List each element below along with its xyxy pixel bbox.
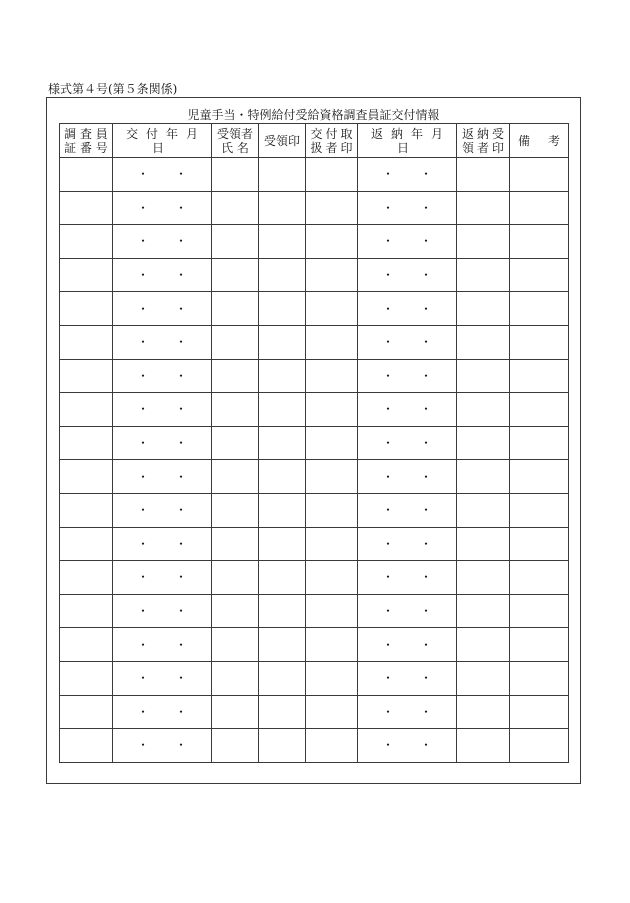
date-separators — [137, 167, 187, 181]
cell-remarks[interactable] — [510, 225, 569, 259]
date-separator: ・ — [175, 368, 188, 383]
cell-return-date[interactable] — [358, 493, 457, 527]
date-separators — [137, 369, 187, 383]
date-separators — [137, 738, 187, 752]
cell-return-seal[interactable] — [457, 225, 510, 259]
cell-return-date[interactable] — [358, 527, 457, 561]
table-row — [60, 527, 569, 561]
date-separators — [137, 638, 187, 652]
cell-issue-date[interactable] — [113, 191, 212, 225]
cell-issue-date[interactable] — [113, 225, 212, 259]
cell-issuer-seal[interactable] — [306, 729, 358, 763]
cell-id-number[interactable] — [60, 695, 113, 729]
cell-return-seal[interactable] — [457, 258, 510, 292]
date-separator: ・ — [175, 704, 188, 719]
header-remarks — [510, 124, 569, 158]
cell-remarks[interactable] — [510, 695, 569, 729]
cell-id-number[interactable] — [60, 527, 113, 561]
cell-recipient-name[interactable] — [212, 661, 259, 695]
date-separators — [382, 738, 432, 752]
cell-return-seal[interactable] — [457, 493, 510, 527]
cell-issue-date[interactable] — [113, 527, 212, 561]
date-separator: ・ — [175, 503, 188, 518]
date-separator: ・ — [381, 469, 394, 484]
table-row — [60, 359, 569, 393]
cell-recipient-name[interactable] — [212, 359, 259, 393]
date-separator: ・ — [381, 402, 394, 417]
cell-remarks[interactable] — [510, 628, 569, 662]
cell-id-number[interactable] — [60, 158, 113, 192]
cell-return-date[interactable] — [358, 594, 457, 628]
date-separator: ・ — [175, 738, 188, 753]
date-separator: ・ — [136, 200, 149, 215]
date-separator: ・ — [136, 167, 149, 182]
cell-remarks[interactable] — [510, 561, 569, 595]
cell-remarks[interactable] — [510, 191, 569, 225]
date-separator: ・ — [420, 570, 433, 585]
date-separator: ・ — [136, 637, 149, 652]
date-separator: ・ — [136, 335, 149, 350]
cell-remarks[interactable] — [510, 527, 569, 561]
header-remarks-char1: 備 — [518, 133, 531, 148]
table-row — [60, 158, 569, 192]
header-receipt-seal-text: 受領印 — [263, 133, 300, 148]
cell-return-seal[interactable] — [457, 426, 510, 460]
cell-return-seal[interactable] — [457, 460, 510, 494]
cell-receipt-seal[interactable] — [259, 158, 306, 192]
cell-id-number[interactable] — [60, 426, 113, 460]
cell-return-seal[interactable] — [457, 561, 510, 595]
cell-issue-date[interactable] — [113, 661, 212, 695]
cell-receipt-seal[interactable] — [259, 292, 306, 326]
date-separator: ・ — [381, 301, 394, 316]
table-row — [60, 695, 569, 729]
date-separator: ・ — [381, 637, 394, 652]
date-separators — [382, 335, 432, 349]
cell-id-number[interactable] — [60, 729, 113, 763]
date-separator: ・ — [175, 604, 188, 619]
date-separator: ・ — [420, 671, 433, 686]
date-separator: ・ — [175, 200, 188, 215]
cell-issue-date[interactable] — [113, 460, 212, 494]
table-row — [60, 493, 569, 527]
cell-issuer-seal[interactable] — [306, 393, 358, 427]
date-separator: ・ — [175, 402, 188, 417]
date-separator: ・ — [136, 436, 149, 451]
table-row — [60, 292, 569, 326]
cell-return-seal[interactable] — [457, 158, 510, 192]
cell-receipt-seal[interactable] — [259, 325, 306, 359]
date-separator: ・ — [381, 503, 394, 518]
date-separators — [137, 201, 187, 215]
header-issuer-seal-line1: 交付取 — [310, 126, 356, 141]
cell-return-seal[interactable] — [457, 695, 510, 729]
date-separators — [382, 268, 432, 282]
date-separator: ・ — [175, 268, 188, 283]
cell-receipt-seal[interactable] — [259, 493, 306, 527]
cell-receipt-seal[interactable] — [259, 561, 306, 595]
date-separator: ・ — [420, 200, 433, 215]
date-separator: ・ — [420, 469, 433, 484]
table-row — [60, 325, 569, 359]
date-separators — [382, 570, 432, 584]
cell-return-seal[interactable] — [457, 292, 510, 326]
date-separator: ・ — [136, 368, 149, 383]
date-separator: ・ — [381, 234, 394, 249]
date-separators — [382, 234, 432, 248]
cell-recipient-name[interactable] — [212, 191, 259, 225]
cell-issuer-seal[interactable] — [306, 359, 358, 393]
date-separators — [382, 201, 432, 215]
date-separator: ・ — [381, 704, 394, 719]
date-separator: ・ — [175, 301, 188, 316]
cell-issue-date[interactable] — [113, 729, 212, 763]
date-separators — [137, 234, 187, 248]
cell-recipient-name[interactable] — [212, 460, 259, 494]
cell-issue-date[interactable] — [113, 426, 212, 460]
cell-remarks[interactable] — [510, 460, 569, 494]
cell-return-seal[interactable] — [457, 393, 510, 427]
cell-issue-date[interactable] — [113, 292, 212, 326]
date-separators — [137, 570, 187, 584]
date-separator: ・ — [420, 738, 433, 753]
date-separators — [382, 167, 432, 181]
date-separators — [137, 604, 187, 618]
date-separator: ・ — [381, 604, 394, 619]
date-separator: ・ — [175, 436, 188, 451]
cell-recipient-name[interactable] — [212, 426, 259, 460]
date-separator: ・ — [381, 167, 394, 182]
table-row — [60, 729, 569, 763]
header-receipt-seal — [259, 124, 306, 158]
cell-issuer-seal[interactable] — [306, 493, 358, 527]
cell-remarks[interactable] — [510, 426, 569, 460]
date-separator: ・ — [175, 234, 188, 249]
cell-return-date[interactable] — [358, 258, 457, 292]
date-separator: ・ — [420, 604, 433, 619]
date-separators — [382, 638, 432, 652]
cell-recipient-name[interactable] — [212, 258, 259, 292]
cell-recipient-name[interactable] — [212, 561, 259, 595]
header-issuer-seal-line2: 扱者印 — [310, 140, 356, 155]
cell-return-date[interactable] — [358, 158, 457, 192]
header-return-date — [358, 124, 457, 158]
header-remarks-char2: 考 — [547, 133, 560, 148]
date-separator: ・ — [136, 536, 149, 551]
cell-issuer-seal[interactable] — [306, 661, 358, 695]
date-separator: ・ — [136, 604, 149, 619]
date-separator: ・ — [420, 536, 433, 551]
header-recipient-name — [212, 124, 259, 158]
cell-recipient-name[interactable] — [212, 628, 259, 662]
cell-issue-date[interactable] — [113, 628, 212, 662]
date-separator: ・ — [381, 335, 394, 350]
date-separator: ・ — [420, 402, 433, 417]
date-separators — [137, 503, 187, 517]
cell-issuer-seal[interactable] — [306, 594, 358, 628]
date-separator: ・ — [381, 368, 394, 383]
date-separator: ・ — [175, 671, 188, 686]
cell-issuer-seal[interactable] — [306, 695, 358, 729]
date-separator: ・ — [420, 268, 433, 283]
cell-remarks[interactable] — [510, 594, 569, 628]
cell-recipient-name[interactable] — [212, 493, 259, 527]
cell-id-number[interactable] — [60, 191, 113, 225]
form-number-label: 様式第４号(第５条関係) — [48, 82, 178, 96]
cell-return-date[interactable] — [358, 695, 457, 729]
date-separator: ・ — [381, 536, 394, 551]
cell-return-seal[interactable] — [457, 729, 510, 763]
date-separator: ・ — [420, 704, 433, 719]
date-separator: ・ — [381, 436, 394, 451]
date-separator: ・ — [381, 268, 394, 283]
cell-return-seal[interactable] — [457, 527, 510, 561]
date-separators — [137, 302, 187, 316]
table-row — [60, 225, 569, 259]
cell-receipt-seal[interactable] — [259, 527, 306, 561]
cell-remarks[interactable] — [510, 493, 569, 527]
form-frame — [46, 97, 581, 784]
register-rows — [60, 158, 569, 763]
cell-id-number[interactable] — [60, 393, 113, 427]
cell-recipient-name[interactable] — [212, 695, 259, 729]
date-separator: ・ — [136, 402, 149, 417]
cell-remarks[interactable] — [510, 325, 569, 359]
header-return-seal-line2: 領者印 — [461, 140, 507, 155]
date-separators — [137, 436, 187, 450]
cell-recipient-name[interactable] — [212, 292, 259, 326]
cell-id-number[interactable] — [60, 325, 113, 359]
cell-return-seal[interactable] — [457, 594, 510, 628]
date-separator: ・ — [381, 570, 394, 585]
date-separator: ・ — [175, 335, 188, 350]
cell-remarks[interactable] — [510, 158, 569, 192]
cell-return-seal[interactable] — [457, 628, 510, 662]
table-row — [60, 258, 569, 292]
cell-issuer-seal[interactable] — [306, 628, 358, 662]
date-separator: ・ — [175, 167, 188, 182]
issuance-register-table — [59, 123, 569, 763]
cell-return-date[interactable] — [358, 661, 457, 695]
cell-issuer-seal[interactable] — [306, 561, 358, 595]
cell-id-number[interactable] — [60, 493, 113, 527]
cell-id-number[interactable] — [60, 292, 113, 326]
header-return-seal — [457, 124, 510, 158]
header-row — [60, 124, 569, 158]
cell-recipient-name[interactable] — [212, 729, 259, 763]
cell-remarks[interactable] — [510, 359, 569, 393]
cell-return-date[interactable] — [358, 191, 457, 225]
cell-issue-date[interactable] — [113, 158, 212, 192]
cell-issue-date[interactable] — [113, 258, 212, 292]
cell-remarks[interactable] — [510, 393, 569, 427]
cell-return-seal[interactable] — [457, 661, 510, 695]
date-separators — [137, 671, 187, 685]
cell-return-date[interactable] — [358, 460, 457, 494]
date-separator: ・ — [175, 637, 188, 652]
date-separator: ・ — [175, 570, 188, 585]
cell-issue-date[interactable] — [113, 561, 212, 595]
date-separators — [382, 470, 432, 484]
date-separators — [382, 402, 432, 416]
date-separators — [137, 705, 187, 719]
date-separators — [382, 503, 432, 517]
cell-return-date[interactable] — [358, 628, 457, 662]
cell-return-date[interactable] — [358, 359, 457, 393]
date-separator: ・ — [136, 503, 149, 518]
date-separator: ・ — [420, 234, 433, 249]
cell-remarks[interactable] — [510, 729, 569, 763]
date-separator: ・ — [420, 167, 433, 182]
cell-return-date[interactable] — [358, 292, 457, 326]
table-row — [60, 594, 569, 628]
date-separator: ・ — [136, 268, 149, 283]
header-recipient-name-line1: 受領者 — [216, 126, 253, 141]
date-separator: ・ — [420, 503, 433, 518]
header-recipient-name-line2: 氏 名 — [221, 140, 249, 155]
date-separator: ・ — [136, 671, 149, 686]
cell-remarks[interactable] — [510, 258, 569, 292]
cell-issuer-seal[interactable] — [306, 191, 358, 225]
cell-return-seal[interactable] — [457, 191, 510, 225]
cell-recipient-name[interactable] — [212, 393, 259, 427]
header-return-date-text: 返納年月日 — [370, 126, 451, 155]
date-separators — [137, 470, 187, 484]
date-separators — [137, 402, 187, 416]
cell-remarks[interactable] — [510, 661, 569, 695]
date-separator: ・ — [136, 704, 149, 719]
cell-recipient-name[interactable] — [212, 527, 259, 561]
date-separator: ・ — [420, 436, 433, 451]
cell-return-date[interactable] — [358, 225, 457, 259]
date-separator: ・ — [381, 200, 394, 215]
table-row — [60, 561, 569, 595]
cell-id-number[interactable] — [60, 594, 113, 628]
cell-issuer-seal[interactable] — [306, 460, 358, 494]
header-issue-date — [113, 124, 212, 158]
cell-issuer-seal[interactable] — [306, 258, 358, 292]
date-separator: ・ — [420, 301, 433, 316]
date-separator: ・ — [420, 368, 433, 383]
cell-issue-date[interactable] — [113, 594, 212, 628]
cell-receipt-seal[interactable] — [259, 426, 306, 460]
cell-issue-date[interactable] — [113, 493, 212, 527]
cell-issuer-seal[interactable] — [306, 158, 358, 192]
cell-id-number[interactable] — [60, 258, 113, 292]
table-row — [60, 393, 569, 427]
cell-id-number[interactable] — [60, 460, 113, 494]
cell-receipt-seal[interactable] — [259, 393, 306, 427]
date-separators — [382, 671, 432, 685]
date-separators — [382, 705, 432, 719]
cell-return-date[interactable] — [358, 561, 457, 595]
cell-receipt-seal[interactable] — [259, 594, 306, 628]
date-separators — [137, 335, 187, 349]
cell-issuer-seal[interactable] — [306, 292, 358, 326]
date-separator: ・ — [175, 536, 188, 551]
table-row — [60, 191, 569, 225]
header-id-number — [60, 124, 113, 158]
date-separators — [382, 302, 432, 316]
cell-issue-date[interactable] — [113, 359, 212, 393]
cell-receipt-seal[interactable] — [259, 729, 306, 763]
cell-id-number[interactable] — [60, 661, 113, 695]
date-separator: ・ — [136, 234, 149, 249]
date-separators — [382, 369, 432, 383]
cell-id-number[interactable] — [60, 628, 113, 662]
cell-recipient-name[interactable] — [212, 225, 259, 259]
cell-recipient-name[interactable] — [212, 325, 259, 359]
table-row — [60, 460, 569, 494]
header-return-seal-line1: 返納受 — [461, 126, 507, 141]
cell-receipt-seal[interactable] — [259, 225, 306, 259]
cell-receipt-seal[interactable] — [259, 359, 306, 393]
cell-receipt-seal[interactable] — [259, 460, 306, 494]
cell-return-date[interactable] — [358, 426, 457, 460]
cell-recipient-name[interactable] — [212, 158, 259, 192]
cell-id-number[interactable] — [60, 561, 113, 595]
date-separators — [382, 537, 432, 551]
table-row — [60, 628, 569, 662]
cell-return-seal[interactable] — [457, 359, 510, 393]
date-separator: ・ — [420, 637, 433, 652]
table-row — [60, 426, 569, 460]
header-issue-date-text: 交付年月日 — [125, 126, 206, 155]
date-separators — [137, 268, 187, 282]
cell-return-date[interactable] — [358, 393, 457, 427]
cell-id-number[interactable] — [60, 359, 113, 393]
cell-id-number[interactable] — [60, 225, 113, 259]
cell-receipt-seal[interactable] — [259, 191, 306, 225]
cell-issuer-seal[interactable] — [306, 325, 358, 359]
cell-issuer-seal[interactable] — [306, 426, 358, 460]
date-separator: ・ — [136, 570, 149, 585]
cell-receipt-seal[interactable] — [259, 661, 306, 695]
header-issuer-seal — [306, 124, 358, 158]
cell-return-date[interactable] — [358, 325, 457, 359]
cell-remarks[interactable] — [510, 292, 569, 326]
cell-issuer-seal[interactable] — [306, 225, 358, 259]
date-separators — [382, 604, 432, 618]
date-separator: ・ — [420, 335, 433, 350]
date-separators — [137, 537, 187, 551]
date-separators — [382, 436, 432, 450]
table-row — [60, 661, 569, 695]
cell-return-date[interactable] — [358, 729, 457, 763]
cell-receipt-seal[interactable] — [259, 628, 306, 662]
form-title: 児童手当・特例給付受給資格調査員証交付情報 — [187, 108, 440, 122]
date-separator: ・ — [175, 469, 188, 484]
date-separator: ・ — [381, 671, 394, 686]
cell-issue-date[interactable] — [113, 393, 212, 427]
cell-issue-date[interactable] — [113, 325, 212, 359]
header-id-number-line1: 調 査 員 — [64, 126, 108, 141]
cell-receipt-seal[interactable] — [259, 695, 306, 729]
date-separator: ・ — [136, 738, 149, 753]
cell-return-seal[interactable] — [457, 325, 510, 359]
date-separator: ・ — [381, 738, 394, 753]
date-separator: ・ — [136, 469, 149, 484]
cell-recipient-name[interactable] — [212, 594, 259, 628]
cell-issue-date[interactable] — [113, 695, 212, 729]
header-id-number-line2: 証 番 号 — [64, 140, 108, 155]
date-separator: ・ — [136, 301, 149, 316]
cell-receipt-seal[interactable] — [259, 258, 306, 292]
cell-issuer-seal[interactable] — [306, 527, 358, 561]
